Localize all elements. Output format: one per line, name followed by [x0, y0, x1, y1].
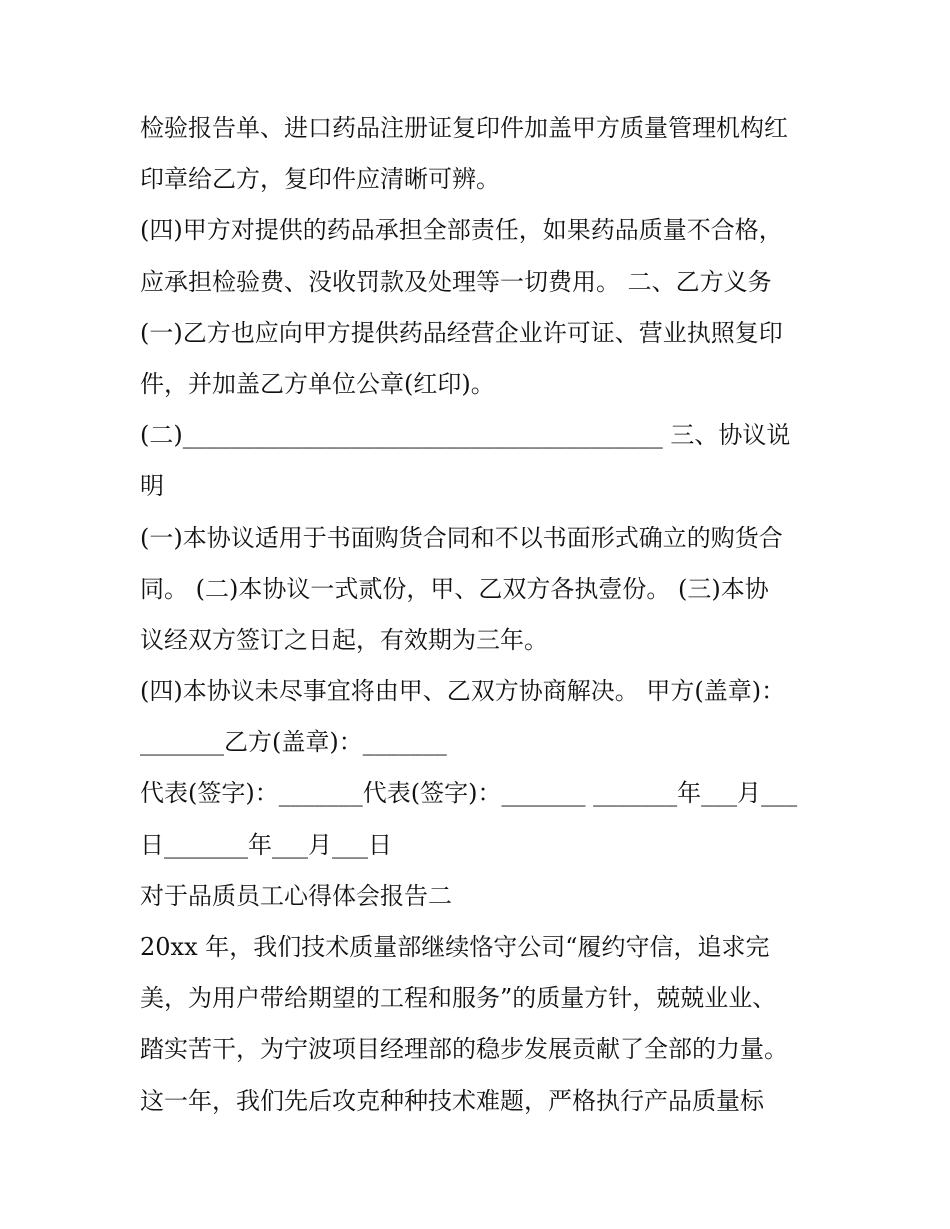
text-line: 件，并加盖乙方单位公章(红印)。 [140, 369, 495, 398]
text-line: 代表(签字)：_______代表(签字)：_______ _______年___月___ [140, 779, 798, 808]
text-line: (四)本协议未尽事宜将由甲、乙双方协商解决。 甲方(盖章)： [140, 677, 786, 706]
text-line: 日_______年___月___日 [140, 830, 392, 859]
text-line: 同。 (二)本协议一式贰份，甲、乙双方各执壹份。 (三)本协 [140, 574, 769, 603]
text-line: (一)本协议适用于书面购货合同和不以书面形式确立的购货合 [140, 523, 783, 552]
text-line: (四)甲方对提供的药品承担全部责任，如果药品质量不合格， [140, 216, 783, 245]
text-line: 应承担检验费、没收罚款及处理等一切费用。 二、乙方义务 [140, 267, 772, 296]
text-line: 议经双方签订之日起，有效期为三年。 [140, 625, 548, 654]
text-line: 印章给乙方，复印件应清晰可辨。 [140, 165, 500, 194]
document-body [140, 103, 820, 1127]
text-line: (一)乙方也应向甲方提供药品经营企业许可证、营业执照复印 [140, 318, 783, 347]
text-line: (二)________________________________________ 三、协议说 [140, 421, 791, 450]
section-title: 对于品质员工心得体会报告二 [140, 881, 452, 910]
text-line: 美，为用户带给期望的工程和服务”的质量方针，兢兢业业、 [140, 984, 777, 1013]
text-line: 明 [140, 472, 164, 501]
text-line: _______乙方(盖章)：_______ [140, 728, 447, 757]
text-line: 20xx 年，我们技术质量部继续恪守公司“履约守信，追求完 [140, 933, 770, 961]
text-line: 检验报告单、进口药品注册证复印件加盖甲方质量管理机构红 [140, 114, 788, 142]
text-line: 踏实苦干，为宁波项目经理部的稳步发展贡献了全部的力量。 [140, 1035, 788, 1064]
text-line: 这一年，我们先后攻克种种技术难题，严格执行产品质量标 [140, 1086, 764, 1115]
